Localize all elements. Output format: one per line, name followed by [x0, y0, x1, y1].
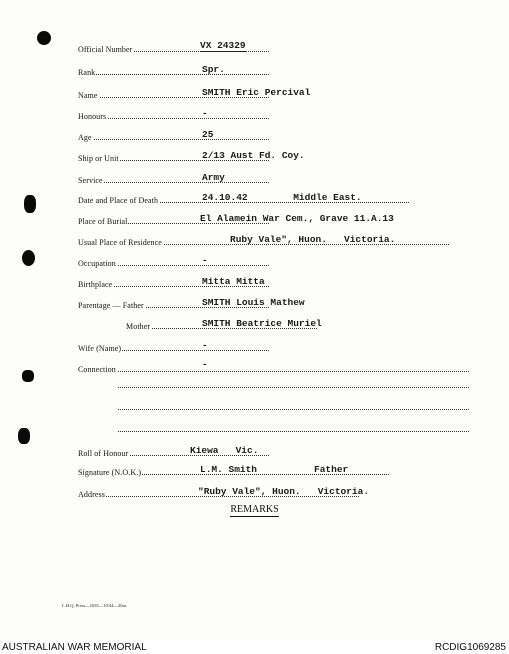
- occupation-label: Occupation: [78, 259, 116, 268]
- ship-or-unit-label: Ship or Unit: [78, 154, 119, 163]
- remarks-heading-text: REMARKS: [230, 504, 279, 515]
- punch-hole-2: [24, 195, 36, 213]
- father-label: Parentage — Father: [78, 301, 144, 310]
- official-number-label: Official Number: [78, 45, 133, 54]
- service-row: [78, 171, 469, 185]
- address-label: Address: [78, 490, 105, 499]
- punch-hole-4: [22, 370, 34, 382]
- rank-value: Spr.: [202, 64, 225, 75]
- birthplace-row: [78, 275, 469, 289]
- signature-value: L.M. Smith Father: [200, 464, 349, 475]
- signature-label: Signature (N.O.K.): [78, 468, 142, 477]
- age-value: 25: [202, 129, 214, 140]
- roll-of-honour-row: [78, 444, 469, 458]
- reference-number: RCDIG1069285: [434, 642, 506, 653]
- honours-row: [78, 107, 469, 121]
- wife-label: Wife (Name): [78, 344, 122, 353]
- connection-row: [78, 360, 469, 374]
- dotted-line: [78, 139, 269, 140]
- birthplace-value: Mitta Mitta: [202, 276, 265, 287]
- signature-row: [78, 463, 469, 477]
- wife-row: [78, 339, 469, 353]
- roll-of-honour-label: Roll of Honour: [78, 449, 129, 458]
- remarks-heading: [0, 504, 509, 515]
- archive-footer: [0, 640, 509, 654]
- connection-line-4: [118, 431, 469, 432]
- official-number-row: [78, 40, 469, 54]
- name-label: Name: [78, 91, 98, 100]
- residence-label: Usual Place of Residence: [78, 238, 162, 247]
- dotted-line: [78, 182, 269, 183]
- mother-label: Mother: [126, 322, 151, 331]
- occupation-value: -: [202, 255, 208, 266]
- death-label: Date and Place of Death: [78, 196, 159, 205]
- printer-note: L.H.Q. Press—1635—10/44—20m.: [62, 603, 128, 608]
- honours-value: -: [202, 108, 208, 119]
- death-row: [78, 191, 469, 205]
- honours-label: Honours: [78, 112, 107, 121]
- mother-row: [126, 317, 469, 331]
- service-label: Service: [78, 176, 103, 185]
- dotted-line: [78, 74, 269, 75]
- occupation-row: [78, 254, 469, 268]
- ship-or-unit-row: [78, 149, 469, 163]
- residence-row: [78, 233, 469, 247]
- burial-row: [78, 212, 469, 226]
- address-value: "Ruby Vale", Huon. Victoria.: [198, 486, 370, 497]
- address-row: [78, 485, 469, 499]
- burial-label: Place of Burial: [78, 217, 128, 226]
- name-row: [78, 86, 469, 100]
- punch-hole-1: [37, 31, 51, 45]
- mother-value: SMITH Beatrice Muriel: [202, 318, 322, 329]
- age-row: [78, 128, 469, 142]
- connection-line-3: [118, 409, 469, 410]
- official-number-value: VX 24329: [200, 40, 246, 51]
- name-value: SMITH Eric Percival: [202, 87, 311, 98]
- connection-label: Connection: [78, 365, 116, 374]
- father-row: [78, 296, 469, 310]
- wife-value: -: [202, 340, 208, 351]
- institution-name: AUSTRALIAN WAR MEMORIAL: [2, 642, 147, 653]
- ship-or-unit-value: 2/13 Aust Fd. Coy.: [202, 150, 305, 161]
- birthplace-label: Birthplace: [78, 280, 113, 289]
- father-value: SMITH Louis Mathew: [202, 297, 305, 308]
- burial-value: El Alamein War Cem., Grave 11.A.13: [200, 213, 394, 224]
- rank-row: [78, 63, 469, 77]
- punch-hole-5: [18, 428, 30, 444]
- punch-hole-3: [22, 250, 35, 266]
- death-value: 24.10.42 Middle East.: [202, 192, 362, 203]
- age-label: Age: [78, 133, 92, 142]
- service-value: Army: [202, 172, 225, 183]
- connection-value: -: [202, 359, 208, 370]
- connection-line-2: [118, 387, 469, 388]
- roll-of-honour-value: Kiewa Vic.: [190, 445, 259, 456]
- residence-value: Ruby Vale", Huon. Victoria.: [230, 234, 396, 245]
- rank-label: Rank: [78, 68, 96, 77]
- dotted-line: [78, 371, 469, 372]
